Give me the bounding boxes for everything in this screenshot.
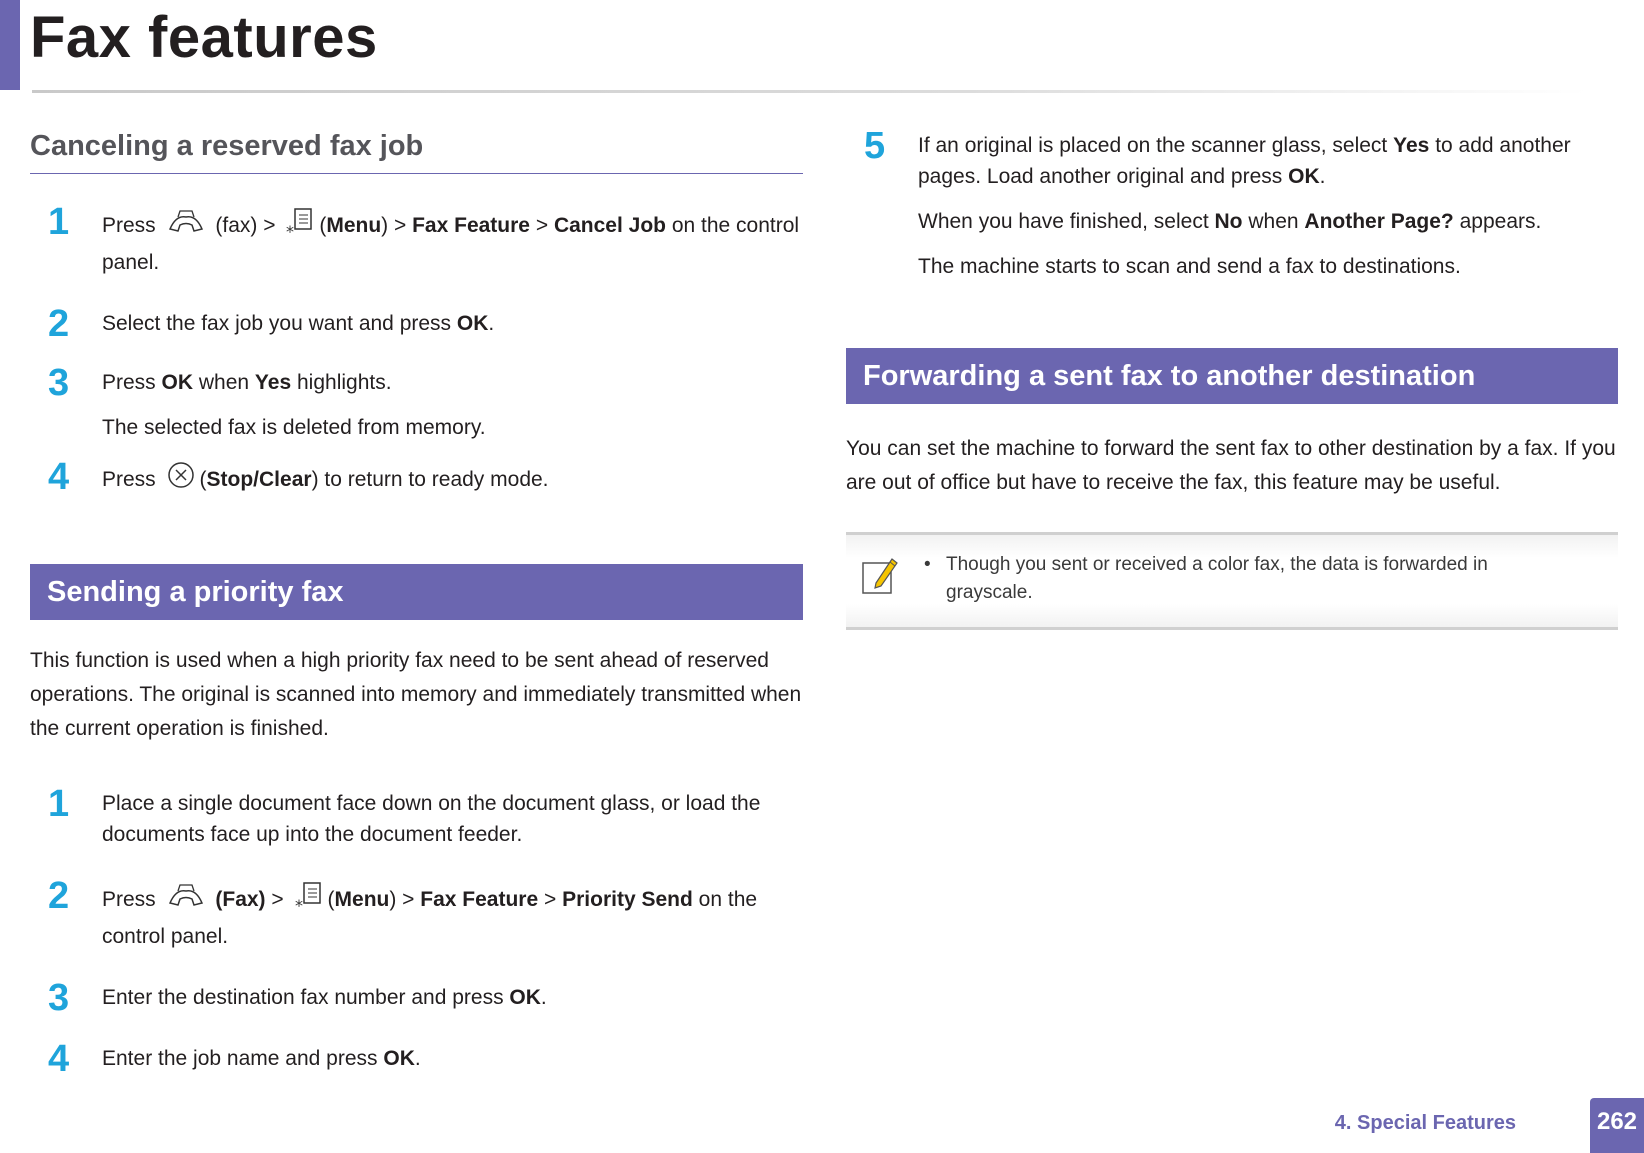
step-number: 2 <box>48 875 70 917</box>
menu-icon <box>285 206 315 247</box>
note-text: • Though you sent or received a color fax, the data is forwarded in grayscale. <box>946 551 1546 607</box>
note-box <box>846 532 1618 630</box>
cancel-step-2: 2 Select the fax job you want and press OK. <box>30 304 803 353</box>
fax-icon <box>166 881 206 920</box>
step-number: 2 <box>48 303 70 345</box>
menu-icon <box>294 880 324 921</box>
step-number: 3 <box>48 977 70 1019</box>
svg-text:*: * <box>286 222 295 238</box>
note-pencil-icon <box>860 553 900 602</box>
priority-step-2: 2 Press (Fax) > * (Menu) > Fax Feature > Priority Send on the control panel. <box>30 876 803 966</box>
step-number: 4 <box>48 456 70 498</box>
step-subtext: The machine starts to scan and send a fax to destinations. <box>918 255 1461 278</box>
step-subtext: The selected fax is deleted from memory. <box>102 416 486 439</box>
title-accent-bar <box>0 0 20 90</box>
step-number: 5 <box>864 125 886 167</box>
priority-step-4: 4 Enter the job name and press OK. <box>30 1039 803 1088</box>
step-number: 1 <box>48 783 70 825</box>
stop-clear-icon <box>166 461 196 500</box>
title-divider <box>32 90 1588 93</box>
step-text: Press <box>102 214 156 238</box>
step-subtext: When you have finished, select No when Another Page? appears. <box>918 210 1542 233</box>
cancel-step-1: 1 Press (fax) > * (Menu) > Fax Feature > Cancel Job on the control panel. <box>30 202 803 292</box>
page-title: Fax features <box>30 5 378 70</box>
page-number-badge: 262 <box>1590 1098 1644 1153</box>
cancel-step-3: 3 Press OK when Yes highlights. The selected fax is deleted from memory. <box>30 363 803 457</box>
priority-step-1: 1 Place a single document face down on the document glass, or load the documents face up into the document feeder. <box>30 784 803 864</box>
step-number: 3 <box>48 362 70 404</box>
cancel-step-4: 4 Press (Stop/Clear) to return to ready mode. <box>30 457 803 514</box>
svg-text:*: * <box>294 896 303 912</box>
note-bullet: • <box>924 554 931 575</box>
right-column <box>846 126 1618 630</box>
priority-step-3: 3 Enter the destination fax number and press OK. <box>30 978 803 1027</box>
step-number: 1 <box>48 201 70 243</box>
forward-intro: You can set the machine to forward the sent fax to other destination by a fax. If you are out of office but have to receive the fax, this feature may be useful. <box>846 437 1616 494</box>
step-number: 4 <box>48 1038 70 1080</box>
forward-heading: Forwarding a sent fax to another destination <box>846 348 1618 404</box>
fax-icon <box>166 207 206 246</box>
priority-intro: This function is used when a high priority fax need to be sent ahead of reserved operations. The original is scanned into memory and immediately transmitted when the current operation is finished. <box>30 649 802 740</box>
priority-step-5: 5 If an original is placed on the scanner glass, select Yes to add another pages. Load another original and press OK. When you have finished, select No when Another Page? appears. The machine starts to scan and send a fax to destinations. <box>846 126 1618 296</box>
cancel-heading: Canceling a reserved fax job <box>30 120 803 174</box>
priority-heading: Sending a priority fax <box>30 564 803 620</box>
footer-section-label: 4. Special Features <box>1334 1112 1516 1134</box>
left-column <box>30 120 803 1088</box>
